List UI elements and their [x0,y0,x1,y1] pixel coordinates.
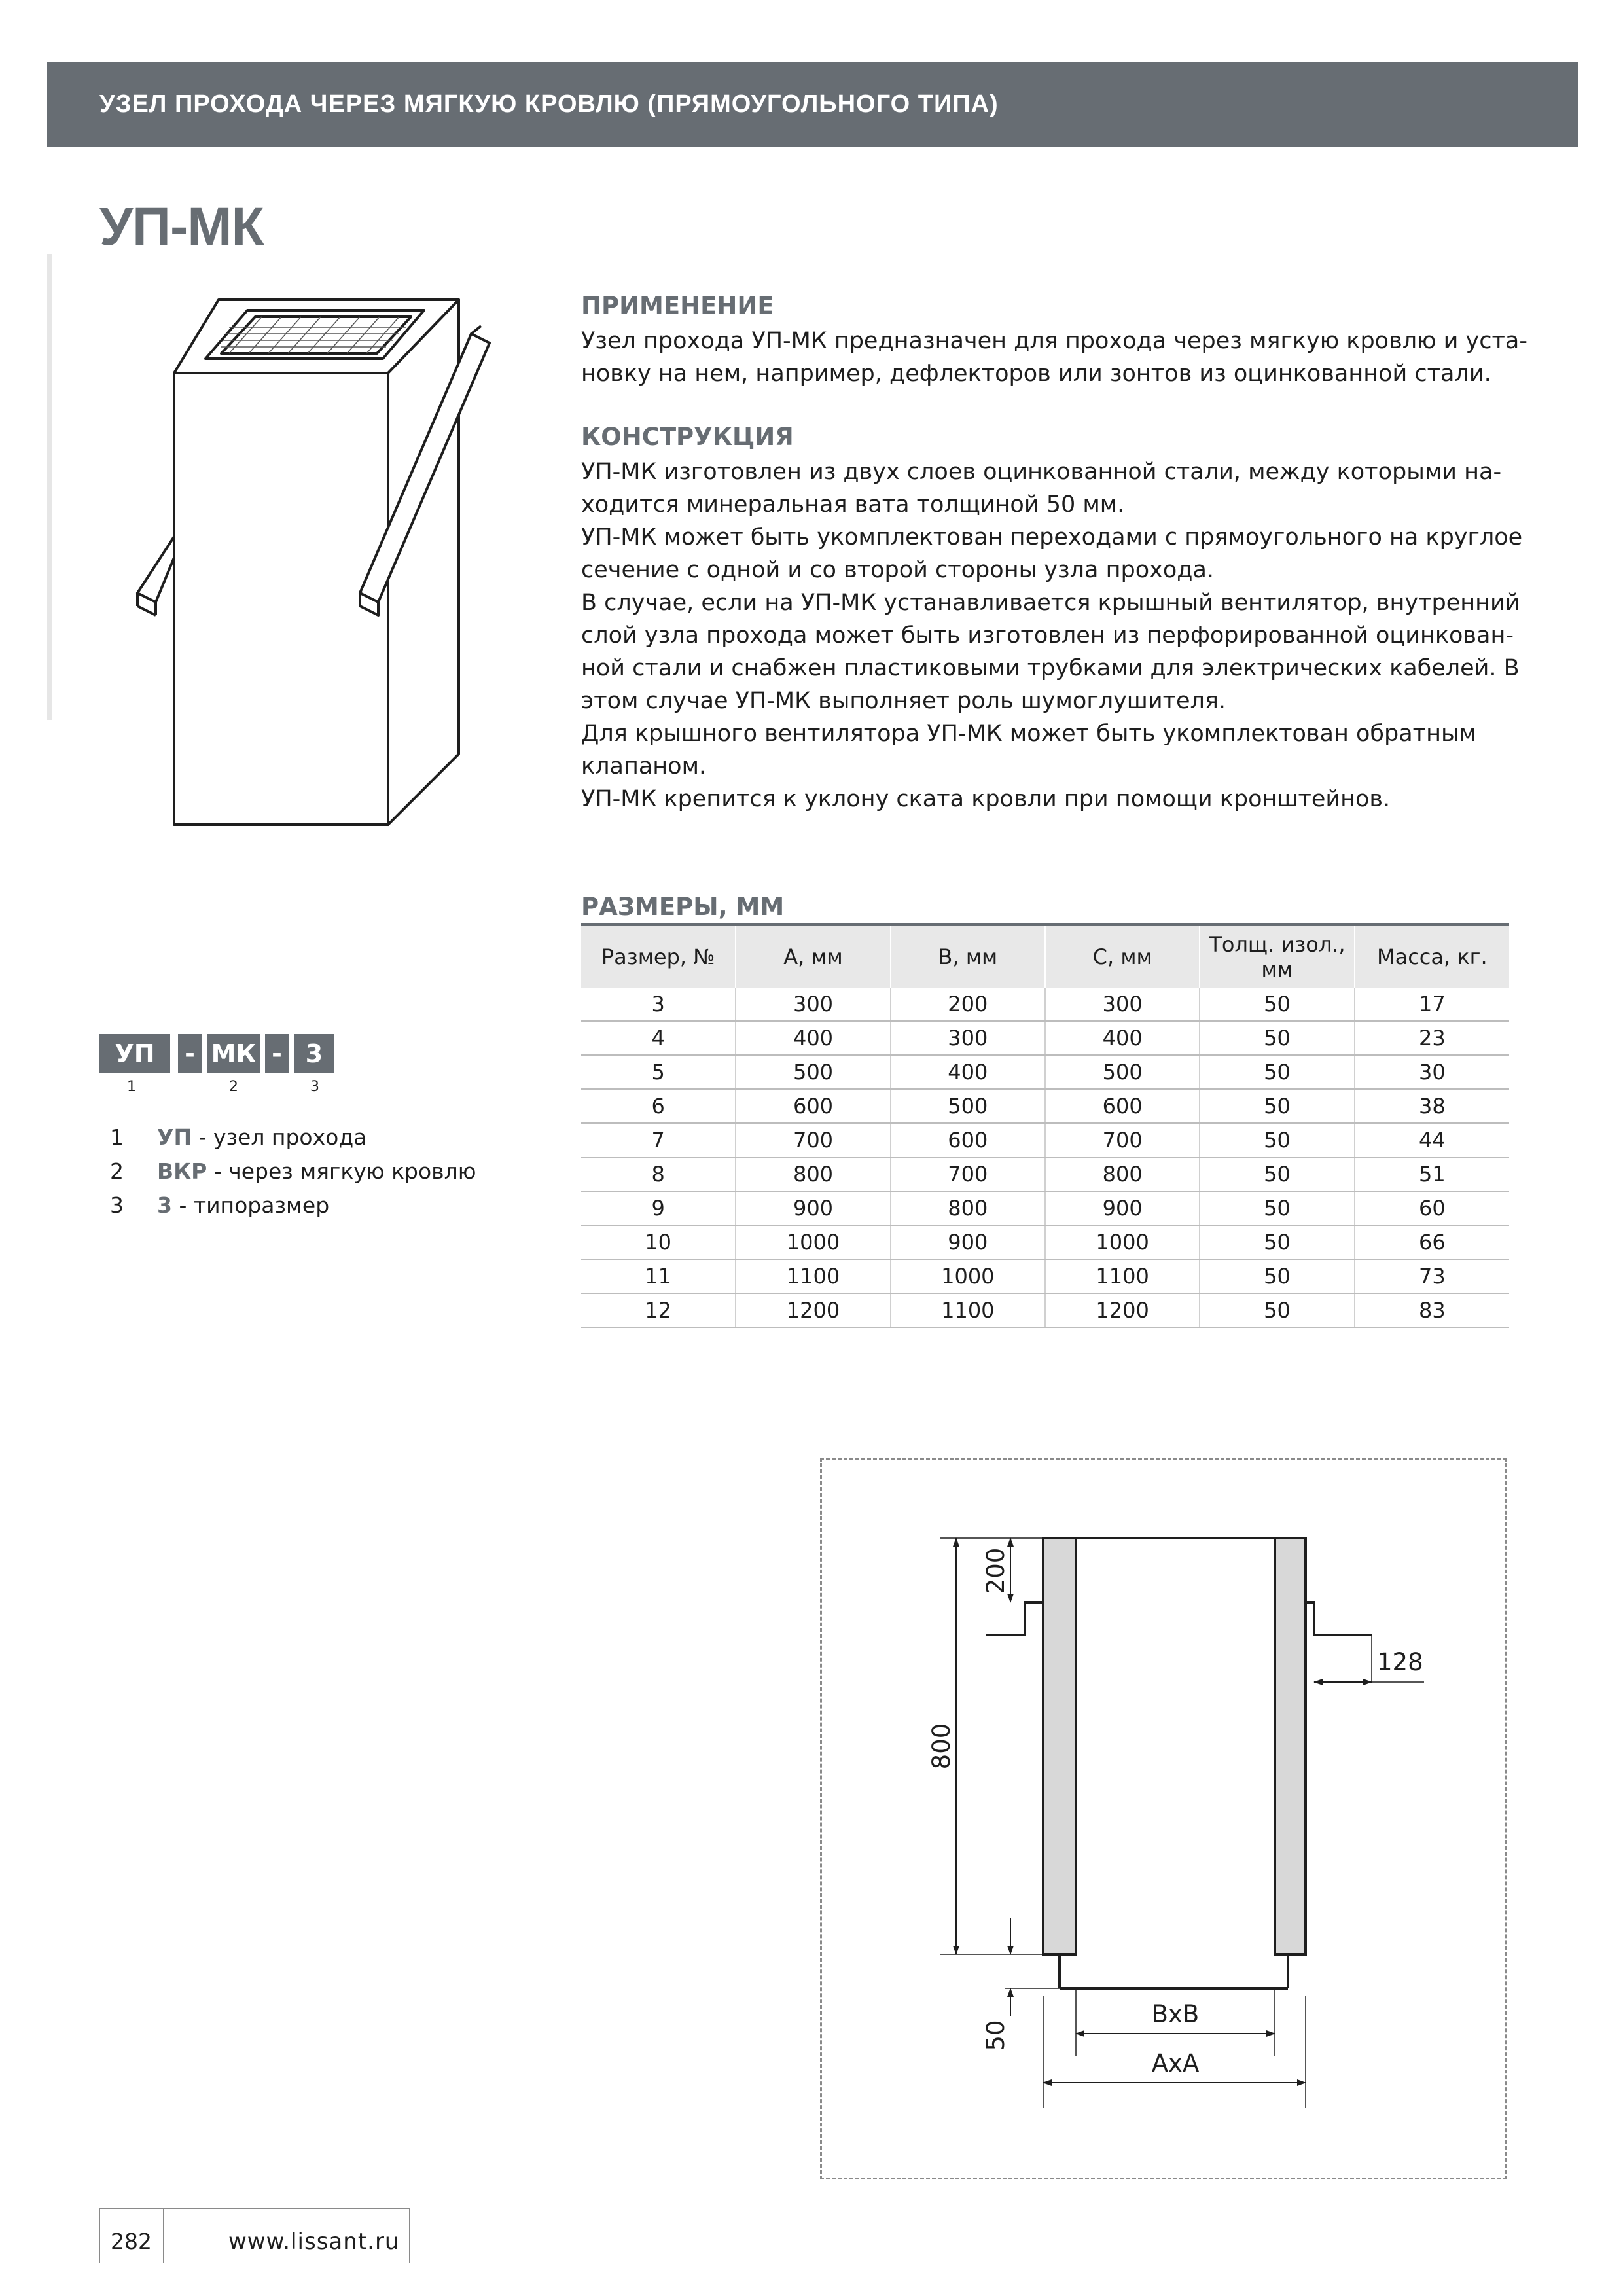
table-cell: 60 [1355,1191,1509,1225]
table-cell: 800 [891,1191,1045,1225]
table-cell: 38 [1355,1089,1509,1123]
header-title: УЗЕЛ ПРОХОДА ЧЕРЕЗ МЯГКУЮ КРОВЛЮ (ПРЯМОУГОЛЬНОГО ТИПА) [99,90,999,118]
table-cell: 10 [581,1225,736,1259]
table-cell: 9 [581,1191,736,1225]
table-row [581,1225,1509,1259]
construction-line: В случае, если на УП-МК устанавливается крышный вентилятор, внутренний [581,590,1520,616]
dimension-50-label: 50 [982,2020,1010,2051]
table-cell: 400 [1045,1021,1200,1055]
construction-line: УП-МК крепится к уклону ската кровли при помощи кронштейнов. [581,786,1391,812]
table-cell: 700 [1045,1123,1200,1157]
construction-line: Для крышного вентилятора УП-МК может быть укомплектован обратным [581,721,1476,747]
application-heading: ПРИМЕНЕНИЕ [581,292,774,320]
dimension-200-label: 200 [982,1547,1010,1594]
legend-item [110,1193,329,1218]
table-cell: 900 [736,1191,890,1225]
code-index: 3 [310,1079,319,1095]
construction-line: УП-МК изготовлен из двух слоев оцинкованной стали, между которыми на- [581,459,1502,485]
table-cell: 1000 [736,1225,890,1259]
code-index: 2 [229,1079,238,1095]
dimension-128-label: 128 [1377,1648,1423,1676]
column-header: А, мм [736,925,890,988]
table-cell: 400 [891,1055,1045,1089]
construction-line: ной стали и снабжен пластиковыми трубками для электрических кабелей. В [581,655,1520,681]
table-cell: 4 [581,1021,736,1055]
table-cell: 12 [581,1293,736,1327]
application-line: Узел прохода УП-МК предназначен для прохода через мягкую кровлю и уста- [581,328,1527,354]
construction-line: клапаном. [581,753,707,780]
table-row [581,1089,1509,1123]
table-cell: 600 [736,1089,890,1123]
dimensions-table [581,923,1509,1328]
table-cell: 900 [1045,1191,1200,1225]
dimensions-heading: РАЗМЕРЫ, ММ [581,893,785,921]
table-row [581,1055,1509,1089]
table-cell: 50 [1200,1089,1354,1123]
table-cell: 500 [1045,1055,1200,1089]
table-cell: 51 [1355,1157,1509,1191]
legend-text: - через мягкую кровлю [207,1158,476,1184]
table-cell: 800 [1045,1157,1200,1191]
legend-key: ВКР [157,1158,207,1184]
table-cell: 50 [1200,1123,1354,1157]
table-cell: 17 [1355,988,1509,1021]
table-cell: 1000 [891,1259,1045,1293]
table-cell: 50 [1200,1225,1354,1259]
table-cell: 300 [1045,988,1200,1021]
product-isometric-drawing [131,288,497,831]
table-cell: 900 [891,1225,1045,1259]
table-cell: 44 [1355,1123,1509,1157]
table-cell: 11 [581,1259,736,1293]
application-text [581,325,1527,390]
table-cell: 700 [736,1123,890,1157]
construction-line: этом случае УП-МК выполняет роль шумоглушителя. [581,688,1226,714]
legend-number: 3 [110,1193,124,1218]
code-part-roof: МК [207,1034,260,1073]
table-cell: 6 [581,1089,736,1123]
table-cell: 500 [891,1089,1045,1123]
table-row [581,1021,1509,1055]
column-header: С, мм [1045,925,1200,988]
dimension-800-label: 800 [927,1723,955,1770]
table-cell: 600 [1045,1089,1200,1123]
table-cell: 3 [581,988,736,1021]
page-number: 282 [111,2229,152,2254]
table-cell: 200 [891,988,1045,1021]
table-row [581,988,1509,1021]
construction-line: сечение с одной и со второй стороны узла прохода. [581,557,1215,583]
legend-text: - типоразмер [171,1193,330,1218]
side-strip [47,254,52,720]
footer [99,2208,410,2263]
table-cell: 600 [891,1123,1045,1157]
table-cell: 1200 [1045,1293,1200,1327]
technical-drawing-frame [820,1458,1507,2179]
code-index: 1 [127,1079,136,1095]
column-header: Размер, № [581,925,736,988]
legend-number: 2 [110,1158,124,1184]
construction-text [581,456,1522,816]
table-row [581,1191,1509,1225]
dimension-bxb-label: ВхВ [1151,2000,1200,2028]
table-cell: 30 [1355,1055,1509,1089]
table-row [581,1259,1509,1293]
table-cell: 7 [581,1123,736,1157]
table-cell: 700 [891,1157,1045,1191]
table-row [581,1293,1509,1327]
table-cell: 1200 [736,1293,890,1327]
page-title: УП-МК [99,197,264,257]
column-header: В, мм [891,925,1045,988]
table-cell: 50 [1200,988,1354,1021]
footer-divider [163,2209,164,2263]
construction-line: ходится минеральная вата толщиной 50 мм. [581,492,1125,518]
legend-item [110,1158,476,1184]
table-row [581,1123,1509,1157]
column-header: Масса, кг. [1355,925,1509,988]
legend-item [110,1124,366,1150]
table-cell: 50 [1200,1055,1354,1089]
code-part-type: УП [99,1034,170,1073]
table-cell: 23 [1355,1021,1509,1055]
legend-text: - узел прохода [192,1124,367,1150]
construction-line: УП-МК может быть укомплектован переходами с прямоугольного на круглое [581,524,1523,550]
table-cell: 1100 [891,1293,1045,1327]
table-cell: 5 [581,1055,736,1089]
legend-number: 1 [110,1124,124,1150]
application-line: новку на нем, например, дефлекторов или зонтов из оцинкованной стали. [581,361,1491,387]
table-cell: 83 [1355,1293,1509,1327]
construction-line: слой узла прохода может быть изготовлен из перфорированной оцинкован- [581,622,1514,649]
construction-heading: КОНСТРУКЦИЯ [581,423,794,451]
code-separator: - [265,1034,289,1073]
header-bar [47,62,1578,147]
table-cell: 300 [891,1021,1045,1055]
table-cell: 400 [736,1021,890,1055]
table-row [581,1157,1509,1191]
table-cell: 1100 [1045,1259,1200,1293]
technical-drawing [822,1460,1505,2178]
table-cell: 500 [736,1055,890,1089]
table-cell: 8 [581,1157,736,1191]
table-cell: 50 [1200,1021,1354,1055]
table-cell: 50 [1200,1191,1354,1225]
table-cell: 66 [1355,1225,1509,1259]
table-cell: 50 [1200,1293,1354,1327]
website-url: www.lissant.ru [228,2229,400,2255]
dimension-axa-label: АхА [1151,2049,1200,2077]
table-cell: 50 [1200,1259,1354,1293]
table-cell: 1000 [1045,1225,1200,1259]
table-cell: 800 [736,1157,890,1191]
table-cell: 50 [1200,1157,1354,1191]
table-header-row [581,925,1509,988]
table-cell: 300 [736,988,890,1021]
code-separator: - [178,1034,202,1073]
code-part-size: 3 [294,1034,334,1073]
table-cell: 1100 [736,1259,890,1293]
column-header: Толщ. изол., мм [1200,925,1354,988]
legend-key: 3 [157,1193,172,1218]
legend-key: УП [157,1124,192,1150]
table-cell: 73 [1355,1259,1509,1293]
